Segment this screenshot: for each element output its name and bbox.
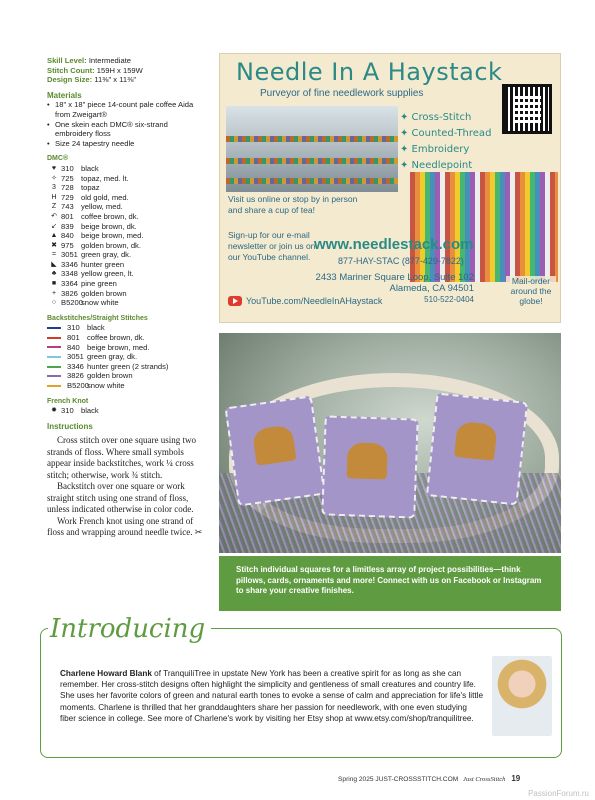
ad-phone: 877-HAY-STAC (877-429-7822) (338, 256, 464, 266)
stitch-symbol-icon: 3 (52, 184, 56, 192)
designer-portrait (492, 656, 552, 736)
stitch-symbol-icon: = (51, 251, 57, 259)
floss-number: 801 (67, 333, 80, 343)
floss-name: coffee brown, dk. (87, 333, 145, 343)
dmc-key-list (47, 164, 207, 308)
stitch-symbol-icon: ✹ (51, 407, 57, 415)
ad-mail-order: Mail-order around the globe! (506, 276, 556, 306)
stitch-symbol-icon: ↙ (51, 222, 57, 230)
introducing-title: Introducing (48, 614, 211, 644)
key-row (47, 174, 207, 184)
floss-number: 3346 (67, 361, 84, 371)
footer-site: JUST-CROSSSTITCH.COM (375, 776, 459, 783)
spec-value: Intermediate (88, 56, 132, 65)
page-number: 19 (511, 774, 521, 783)
floss-name: hunter green (2 strands) (87, 361, 169, 371)
floss-name: black (81, 163, 99, 173)
floss-number: B5200 (61, 298, 83, 308)
key-row (47, 212, 207, 222)
materials-heading: Materials (47, 90, 82, 100)
stitch-symbol-icon: Z (51, 203, 57, 211)
ad-services-list (400, 110, 491, 174)
key-row (47, 269, 207, 279)
ad-visit-text: Visit us online or stop by in person and share a cup of tea! (228, 194, 358, 215)
instruction-paragraph: Cross stitch over one square using two strands of floss. Where small symbols appear inside backstitches, work ¼ cross stitch; otherwise, work ¾ stitch. (47, 435, 196, 480)
floss-number: 729 (61, 192, 74, 202)
ad-service-item: ✦ Embroidery (400, 144, 470, 155)
floss-number: B5200 (67, 381, 89, 390)
key-row (47, 371, 207, 381)
stitch-symbol-icon: + (51, 289, 57, 297)
floss-number: 3346 (61, 259, 78, 269)
stitch-symbol-icon: ○ (51, 299, 57, 307)
designer-name: Charlene Howard Blank (60, 669, 152, 678)
floss-number: 3348 (61, 269, 78, 279)
footer-issue: Spring 2025 (338, 776, 374, 783)
ad-subtitle: Purveyor of fine needlework supplies (260, 88, 424, 99)
spec-label: Skill Level: (47, 56, 87, 65)
footer-magazine: Just CrossStitch (463, 776, 506, 783)
floss-name: yellow, med. (81, 202, 123, 212)
backstitch-line-swatch (47, 356, 61, 358)
instructions-text (47, 435, 207, 539)
floss-name: golden brown (87, 371, 133, 381)
backstitch-line-swatch (47, 385, 61, 387)
key-row (47, 333, 207, 343)
stitch-symbol-icon: ◣ (51, 260, 57, 268)
floss-name: topaz (81, 183, 100, 193)
floss-number: 310 (67, 323, 80, 333)
floss-name: golden brown (81, 288, 127, 298)
page-footer (338, 774, 520, 783)
floss-number: 728 (61, 183, 74, 193)
floss-name: coffee brown, dk. (81, 211, 139, 221)
floss-name: yellow green, lt. (81, 269, 134, 279)
key-row (47, 279, 207, 289)
floss-name: green gray, dk. (87, 352, 138, 362)
floss-name: old gold, med. (81, 192, 129, 202)
key-row (47, 231, 207, 241)
floss-name: pine green (81, 279, 117, 289)
watermark: PassionForum.ru (528, 789, 589, 798)
key-row (47, 298, 207, 308)
floss-number: 3051 (67, 352, 84, 362)
pillow-skep (426, 392, 528, 505)
key-row (47, 202, 207, 212)
floss-name: beige brown, dk. (81, 221, 137, 231)
pillow-beehive (224, 395, 325, 506)
stitch-symbol-icon: ♥ (51, 164, 57, 172)
spec-row (47, 56, 207, 66)
stitch-symbol-icon: ♣ (51, 270, 57, 278)
spec-row (47, 75, 207, 85)
spec-label: Design Size: (47, 75, 93, 85)
backstitch-heading: Backstitches/Straight Stitches (47, 314, 148, 322)
french-knot-key-list (47, 406, 207, 416)
stitch-symbol-icon: ✧ (51, 174, 57, 182)
pattern-info-column (47, 56, 207, 539)
floss-name: beige brown, med. (81, 231, 144, 241)
material-item: • Size 24 tapestry needle (47, 139, 207, 149)
floss-name: black (81, 406, 99, 416)
ad-address-phone: 510-522-0404 (424, 295, 474, 304)
ad-service-item: ✦ Counted-Thread (400, 128, 492, 139)
french-knot-heading: French Knot (47, 397, 89, 405)
key-row (47, 289, 207, 299)
backstitch-line-swatch (47, 337, 61, 339)
floss-number: 840 (61, 231, 74, 241)
stitch-symbol-icon: H (51, 193, 57, 201)
instruction-paragraph: Work French knot using one strand of floss and wrapping around needle twice. ✂ (47, 515, 203, 538)
floss-number: 310 (61, 163, 74, 173)
floss-number: 725 (61, 173, 74, 183)
floss-number: 3826 (67, 371, 84, 381)
instruction-paragraph: Backstitch over one square or work straight stitch using one strand of floss, unless indicated otherwise in color code. (47, 481, 194, 515)
project-photo (219, 333, 561, 553)
designer-bio-text: of TranquiliTree in upstate New York has been a creative spirit for as long as she can remember. Her cross-stitch designs often highlight the simplicity and gentleness of small creatures and country life. She uses her favorite colors of green and natural earth tones to evoke a sense of calm and appreciation for life's little moments. Charlene is thrilled that her granddaughters share her passion for needlework, with one even studying fiber science in college. See more of Charlene's work by visiting her Etsy shop at www.etsy.com/shop/tranquilitree. (60, 669, 484, 723)
photo-caption: Stitch individual squares for a limitless array of project possibilities—think pillows, cards, ornaments and more! Connect with us on Facebook or Instagram to share your creative finishes. (219, 556, 561, 611)
material-item: • One skein each DMC® six-strand embroidery floss (47, 120, 207, 139)
ad-youtube-text: YouTube.com/NeedleInAHaystack (246, 296, 383, 306)
store-photo (226, 106, 398, 192)
key-row (47, 164, 207, 174)
floss-number: 975 (61, 240, 74, 250)
ad-youtube-link[interactable] (228, 296, 382, 306)
floss-name: golden brown, dk. (81, 240, 141, 250)
ad-service-item: ✦ Needlepoint (400, 160, 473, 171)
spec-row (47, 66, 207, 76)
ad-website-link[interactable]: www.needlestack.com (314, 236, 474, 253)
floss-number: 743 (61, 202, 74, 212)
floss-name: black (87, 323, 105, 333)
key-row (47, 362, 207, 372)
qr-code-icon[interactable] (502, 84, 552, 134)
backstitch-line-swatch (47, 375, 61, 377)
key-row (47, 323, 207, 333)
floss-name: green gray, dk. (81, 250, 132, 260)
floss-name: beige brown, med. (87, 342, 150, 352)
floss-number: 310 (61, 406, 74, 416)
floss-name: topaz, med. lt. (81, 173, 129, 183)
stitch-symbol-icon: ↶ (51, 212, 57, 220)
floss-name: hunter green (81, 259, 125, 269)
backstitch-line-swatch (47, 327, 61, 329)
key-row (47, 193, 207, 203)
youtube-icon (228, 296, 242, 306)
floss-name: snow white (87, 381, 125, 390)
stitch-symbol-icon: ✖ (51, 241, 57, 249)
ad-service-item: ✦ Cross-Stitch (400, 112, 472, 123)
backstitch-line-swatch (47, 366, 61, 368)
backstitch-line-swatch (47, 346, 61, 348)
key-row (47, 260, 207, 270)
key-row (47, 222, 207, 232)
materials-list (47, 100, 207, 148)
floss-number: 801 (61, 211, 74, 221)
floss-number: 3051 (61, 250, 78, 260)
ad-title: Needle In A Haystack (236, 58, 503, 86)
key-row (47, 381, 207, 391)
ad-newsletter-text: Sign-up for our e-mail newsletter or join us on our YouTube channel. (228, 230, 316, 262)
floss-number: 3364 (61, 279, 78, 289)
key-row (47, 241, 207, 251)
stitch-symbol-icon: ▲ (50, 232, 58, 240)
spec-value: 159H x 159W (96, 65, 143, 75)
backstitch-key-list (47, 323, 207, 390)
dmc-heading: DMC® (47, 155, 69, 163)
floss-number: 839 (61, 221, 74, 231)
spec-label: Stitch Count: (47, 65, 95, 75)
designer-bio (60, 668, 484, 724)
material-item: • 18" x 18" piece 14-count pale coffee Aida from Zweigart® (47, 100, 207, 119)
floss-number: 840 (67, 342, 80, 352)
floss-number: 3826 (61, 288, 78, 298)
key-row (47, 352, 207, 362)
pattern-specs (47, 56, 207, 85)
needle-in-a-haystack-ad[interactable] (219, 53, 561, 323)
floss-name: snow white (81, 298, 119, 308)
pillow-birdhouse (321, 415, 418, 518)
key-row (47, 250, 207, 260)
key-row (47, 343, 207, 353)
stitch-symbol-icon: ■ (51, 280, 57, 288)
ad-address-line2: Alameda, CA 94501 (389, 283, 474, 294)
key-row (47, 183, 207, 193)
instructions-heading: Instructions (47, 421, 93, 431)
ad-address-line1: 2433 Mariner Square Loop, Suite 102 (315, 272, 474, 283)
spec-value: 11⅜" x 11⅜" (94, 75, 137, 85)
key-row (47, 406, 207, 416)
